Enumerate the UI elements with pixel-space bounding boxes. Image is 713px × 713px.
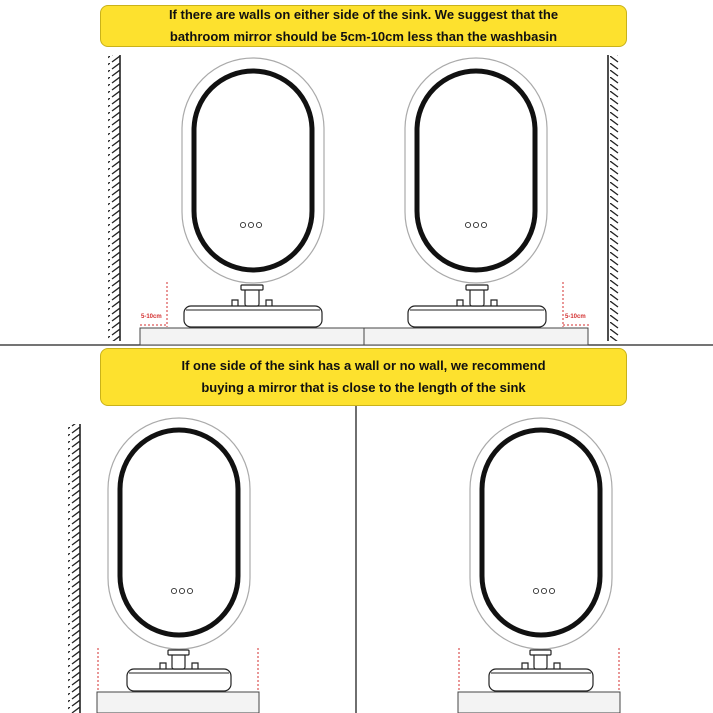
mirror-top-right bbox=[405, 58, 547, 283]
banner-line-1: If there are walls on either side of the sink. We suggest that the bbox=[168, 7, 559, 22]
mirror-top-left bbox=[182, 58, 324, 283]
wall-top-left bbox=[108, 55, 120, 341]
countertop-top-right bbox=[364, 328, 588, 345]
dimension-label-left: 5-10cm bbox=[141, 314, 162, 320]
washbasin-top-left bbox=[184, 285, 322, 327]
countertop-bottom-right bbox=[458, 692, 620, 713]
recommendation-banner-walls-both-sides bbox=[100, 5, 627, 47]
countertop-top-left bbox=[140, 328, 364, 345]
mirror-bottom-right bbox=[470, 418, 612, 649]
banner-line-2: buying a mirror that is close to the length of the sink bbox=[201, 380, 526, 395]
dimension-label-right: 5-10cm bbox=[565, 314, 586, 320]
wall-bottom-left bbox=[68, 424, 80, 713]
wall-top-right bbox=[608, 55, 620, 341]
washbasin-top-right bbox=[408, 285, 546, 327]
mirror-bottom-left bbox=[108, 418, 250, 649]
washbasin-bottom-left bbox=[127, 650, 231, 691]
banner-line-1: If one side of the sink has a wall or no wall, we recommend bbox=[181, 358, 546, 373]
recommendation-banner-one-or-no-wall bbox=[100, 348, 627, 406]
countertop-bottom-left bbox=[97, 692, 259, 713]
washbasin-bottom-right bbox=[489, 650, 593, 691]
banner-line-2: bathroom mirror should be 5cm-10cm less than the washbasin bbox=[169, 29, 558, 44]
